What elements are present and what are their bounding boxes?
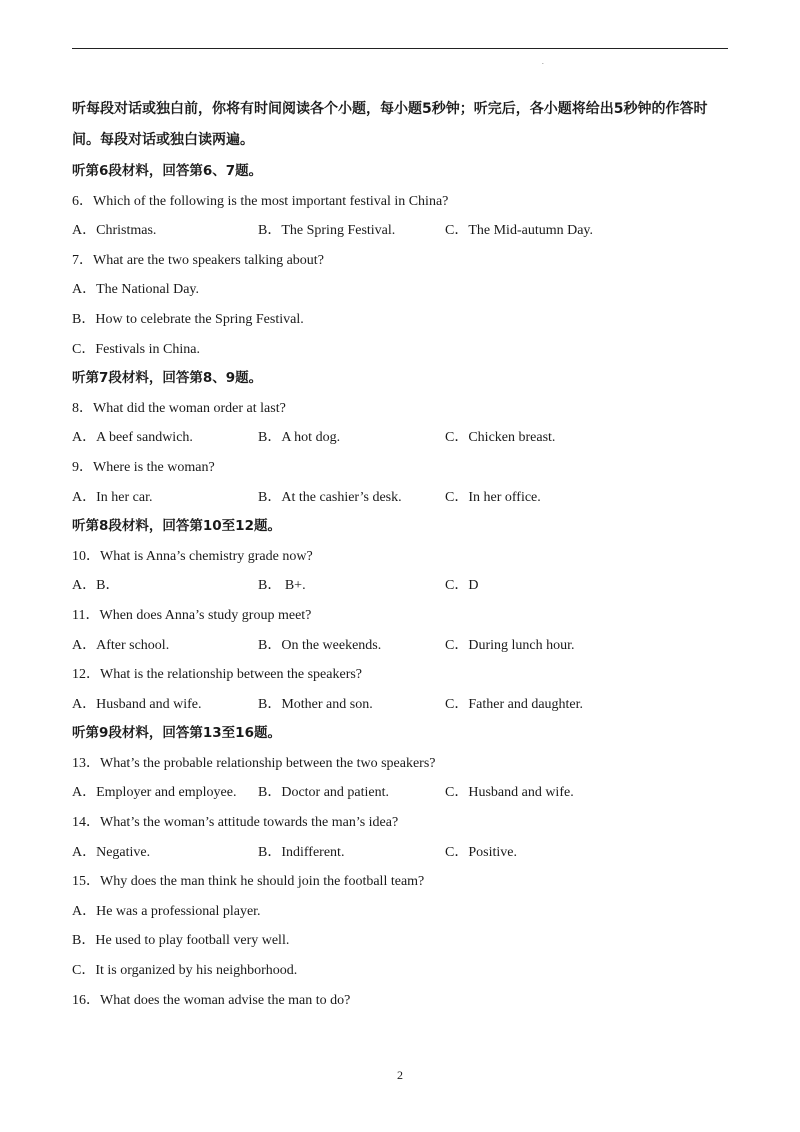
exam-content xyxy=(72,94,732,1015)
section-heading-6: 听第6段材料，回答第6、7题。 xyxy=(72,163,263,179)
question-7-option-a: A．The National Day. xyxy=(72,282,199,298)
question-9-options xyxy=(72,483,732,513)
question-14: 14．What’s the woman’s attitude towards the man’s idea? xyxy=(72,815,399,831)
option-a: A．B． xyxy=(72,578,120,594)
question-7-option-c: C．Festivals in China. xyxy=(72,341,200,357)
option-a: A．Negative. xyxy=(72,844,151,860)
page-number: 2 xyxy=(397,1068,403,1082)
option-a: A．Husband and wife. xyxy=(72,696,202,712)
section-heading-7: 听第7段材料，回答第8、9题。 xyxy=(72,370,263,387)
option-c: C．D xyxy=(445,578,479,594)
option-b: B．Indifferent. xyxy=(258,844,345,860)
question-8-options xyxy=(72,423,732,453)
option-a: A．After school. xyxy=(72,637,170,653)
question-7-option-b: B．How to celebrate the Spring Festival. xyxy=(72,311,304,327)
question-13: 13．What’s the probable relationship between the two speakers? xyxy=(72,755,436,771)
question-12: 12．What is the relationship between the speakers? xyxy=(72,667,363,683)
instructions-line-1: 听每段对话或独白前，你将有时间阅读各个小题，每小题5秒钟；听完后，各小题将给出5秒钟的作答时 xyxy=(72,101,708,117)
question-11-options xyxy=(72,631,732,661)
option-a: A．Christmas. xyxy=(72,223,157,239)
option-b: B． B+. xyxy=(258,578,306,594)
section-heading-9: 听第9段材料，回答第13至16题。 xyxy=(72,725,281,742)
option-c: C．Chicken breast. xyxy=(445,430,556,446)
question-6: 6．Which of the following is the most important festival in China? xyxy=(72,193,449,209)
question-16: 16．What does the woman advise the man to do? xyxy=(72,992,351,1008)
header-mark: . xyxy=(542,58,544,66)
option-a: A．Employer and employee. xyxy=(72,785,237,801)
question-15-option-b: B．He used to play football very well. xyxy=(72,933,290,949)
option-a: A．In her car. xyxy=(72,489,153,505)
option-c: C．Father and daughter. xyxy=(445,696,584,712)
option-b: B．On the weekends. xyxy=(258,637,382,653)
question-9: 9．Where is the woman? xyxy=(72,459,215,475)
question-10-options xyxy=(72,571,732,601)
header-rule xyxy=(72,48,728,49)
option-a: A．A beef sandwich. xyxy=(72,430,193,446)
question-8: 8．What did the woman order at last? xyxy=(72,400,286,416)
question-7: 7．What are the two speakers talking about? xyxy=(72,252,324,268)
question-13-options xyxy=(72,778,732,808)
question-10: 10．What is Anna’s chemistry grade now? xyxy=(72,548,313,564)
section-heading-8: 听第8段材料，回答第10至12题。 xyxy=(72,518,281,535)
option-b: B．The Spring Festival. xyxy=(258,223,396,239)
question-15-option-a: A．He was a professional player. xyxy=(72,903,261,919)
question-6-options xyxy=(72,216,732,246)
question-11: 11．When does Anna’s study group meet? xyxy=(72,607,312,623)
option-b: B．At the cashier’s desk. xyxy=(258,489,402,505)
question-12-options xyxy=(72,690,732,720)
option-c: C．During lunch hour. xyxy=(445,637,575,653)
option-c: C．The Mid-autumn Day. xyxy=(445,223,594,239)
question-14-options xyxy=(72,838,732,868)
option-b: B．A hot dog. xyxy=(258,430,341,446)
instructions-line-2: 间。每段对话或独白读两遍。 xyxy=(72,132,254,148)
question-15-option-c: C．It is organized by his neighborhood. xyxy=(72,963,298,979)
question-15: 15．Why does the man think he should join the football team? xyxy=(72,874,425,890)
option-c: C．In her office. xyxy=(445,489,541,505)
option-c: C．Husband and wife. xyxy=(445,785,574,801)
option-b: B．Mother and son. xyxy=(258,696,373,712)
option-c: C．Positive. xyxy=(445,844,517,860)
option-b: B．Doctor and patient. xyxy=(258,785,390,801)
